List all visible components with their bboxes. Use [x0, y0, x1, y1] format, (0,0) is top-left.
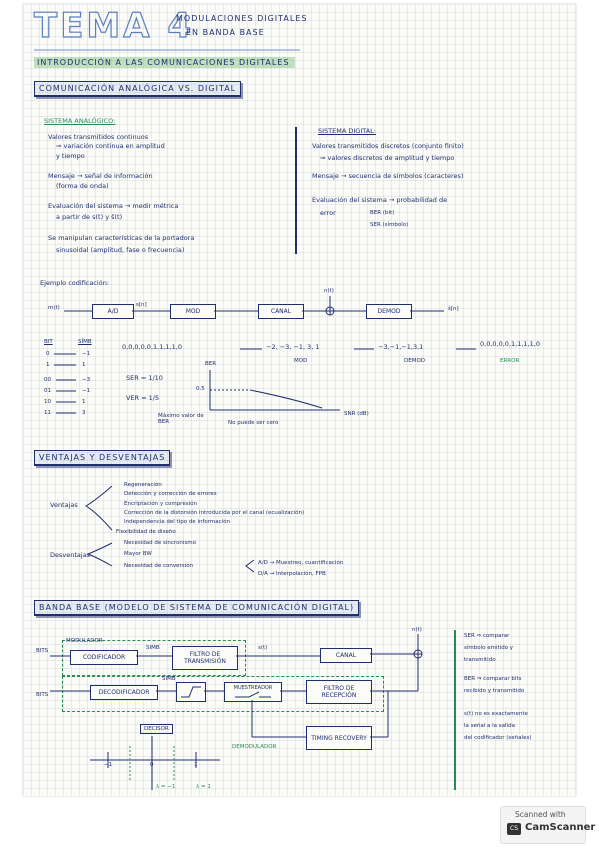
demod-sequence: −3,−1,−1,3,1 [378, 343, 424, 351]
threshold-label: λ = −1 [156, 784, 176, 790]
s-hat-label: ŝ[n] [448, 306, 459, 312]
camscanner-text: CamScanner [525, 822, 596, 833]
ventajas-label: Ventajas [50, 501, 78, 509]
scanned-with-text: Scanned with [515, 810, 566, 819]
zero-note: No puede ser cero [228, 420, 279, 426]
subtitle-line-2: EN BANDA BASE [186, 28, 265, 37]
note-line: recibido y transmitido [464, 688, 525, 694]
analog-item: (forma de onda) [56, 182, 109, 190]
note-line: transmitido [464, 657, 496, 663]
digital-item: BER (bit) [370, 210, 395, 216]
bit-value: 01 [44, 388, 51, 394]
analog-item: ⇒ variación continua en amplitud [56, 142, 165, 150]
desventaja-item: Necesidad de conversión [124, 563, 194, 569]
conversion-da: D/A → Interpolación, FPB [258, 571, 326, 577]
ver-equation: VER = 1/5 [126, 394, 160, 402]
graph-tick: 0.5 [196, 386, 205, 392]
ventaja-item: Corrección de la distorsión introducida por el canal (ecualización) [124, 510, 305, 516]
bit-sequence: 0,0,0,0,0,1,1,1,1,0 [122, 343, 182, 351]
threshold-label: λ = 1 [196, 784, 211, 790]
sym-value: −1 [82, 351, 91, 357]
camscanner-logo-icon: CS [507, 823, 521, 835]
ventaja-item: Detección y corrección de errores [124, 491, 217, 497]
desventajas-label: Desventajas [50, 551, 91, 559]
decodificador-block: DECODIFICADOR [90, 685, 158, 700]
section-heading-banda-base: BANDA BASE (MODELO DE SISTEMA DE COMUNICACIÓN DIGITAL) [34, 600, 359, 616]
sym-header: SÍMB [78, 339, 92, 345]
note-line: del codificador (señales) [464, 735, 532, 741]
section-heading-ventajas: VENTAJAS Y DESVENTAJAS [34, 450, 170, 466]
digital-title: SISTEMA DIGITAL: [318, 127, 376, 135]
desventaja-item: Necesidad de sincronismo [124, 540, 197, 546]
desventaja-item: Mayor BW [124, 551, 152, 557]
intro-heading: INTRODUCCIÓN A LAS COMUNICACIONES DIGITALES [34, 57, 295, 68]
sym-value: −3 [82, 377, 91, 383]
note-line: SER ⇒ comparar [464, 633, 510, 639]
digital-item: SER (símbolo) [370, 222, 409, 228]
bits-in-label: BITS [36, 648, 49, 654]
mod-label: MOD [294, 358, 308, 364]
demod-block: DEMOD [366, 304, 412, 319]
conversion-ad: A/D → Muestreo, cuantificación [258, 560, 344, 566]
camscanner-badge [500, 806, 596, 844]
ventaja-item: Encriptación y compresión [124, 501, 197, 507]
ventaja-item: Regeneración [124, 482, 162, 488]
s-t-label: s(t) [258, 645, 268, 651]
example-label: Ejemplo codificación: [40, 279, 110, 287]
bit-value: 11 [44, 410, 51, 416]
section-heading-analog-vs-digital: COMUNICACIÓN ANALÓGICA VS. DIGITAL [34, 81, 241, 97]
filtro-tx-block: FILTRO DE TRANSMISIÓN [172, 646, 238, 670]
graph-x-label: SNR (dB) [344, 411, 369, 417]
axis-label: −1 [104, 762, 113, 768]
bits-out-label: BITS [36, 692, 49, 698]
digital-item: Mensaje → secuencia de símbolos (caracteres) [312, 172, 464, 180]
demod-label: DEMOD [404, 358, 426, 364]
output-sequence: 0,0,0,0,0,1,1,1,1,0 [480, 340, 540, 348]
sym-value: 1 [82, 399, 86, 405]
ventaja-item: Independencia del tipo de información [124, 519, 231, 525]
bit-value: 0 [46, 351, 50, 357]
m-t-label: m(t) [48, 305, 60, 311]
n-t-label: n(t) [324, 288, 334, 294]
n-t-label-2: n(t) [412, 627, 422, 633]
digital-item: ⇒ valores discretos de amplitud y tiempo [320, 154, 455, 162]
sym-value: 1 [82, 362, 86, 368]
analog-title: SISTEMA ANALÓGICO: [44, 117, 116, 125]
muestreador-label: MUESTREADOR [233, 685, 273, 691]
simb-label-2: SIMB [162, 676, 176, 682]
axis-label: 0 [150, 762, 154, 768]
timing-recovery-block: TIMING RECOVERY [306, 726, 372, 750]
note-line: símbolo emitido y [464, 645, 514, 651]
codificador-block: CODIFICADOR [70, 650, 138, 665]
analog-item: Valores transmitidos continuos [48, 133, 149, 141]
bit-value: 00 [44, 377, 51, 383]
note-line: la señal a la salida [464, 723, 515, 729]
max-ber-note: Máximo valor de BER [158, 413, 204, 425]
analog-item: y tiempo [56, 152, 85, 160]
error-label: ERROR [500, 358, 520, 364]
mod-sequence: −2, −3, −1, 3, 1 [266, 343, 320, 351]
analog-item: a partir de s(t) y ŝ(t) [56, 213, 123, 221]
note-line: s(t) no es exactamente [464, 711, 528, 717]
analog-item: Evaluación del sistema → medir métrica [48, 202, 179, 210]
ad-block: A/D [92, 304, 134, 319]
digital-item: error [320, 209, 336, 217]
bit-value: 1 [46, 362, 50, 368]
analog-item: Mensaje → señal de información [48, 172, 153, 180]
digital-item: Evaluación del sistema → probabilidad de [312, 196, 448, 204]
analog-item: Se manipulan características de la portadora [48, 234, 195, 242]
bit-value: 10 [44, 399, 51, 405]
modulator-label: MODULADOR [66, 638, 103, 644]
decisor-label: DECISOR [140, 724, 173, 734]
mod-block: MOD [170, 304, 216, 319]
ventaja-item: Flexibilidad de diseño [116, 529, 176, 535]
demodulator-label: DEMODULADOR [232, 744, 277, 750]
note-line: BER ⇒ comparar bits [464, 676, 522, 682]
canal-block: CANAL [258, 304, 304, 319]
canal-block-2: CANAL [320, 648, 372, 663]
axis-label: 1 [194, 762, 198, 768]
graph-y-label: BER [205, 361, 217, 367]
ser-equation: SER = 1/10 [126, 374, 163, 382]
page-title: TEMA 4 [34, 6, 195, 46]
simb-label: SIMB [146, 645, 160, 651]
subtitle-line-1: MODULACIONES DIGITALES [176, 14, 308, 23]
s-n-label: s[n] [136, 302, 147, 308]
sym-value: 3 [82, 410, 86, 416]
sym-value: −1 [82, 388, 91, 394]
digital-item: Valores transmitidos discretos (conjunto finito) [312, 142, 464, 150]
analog-item: sinusoidal (amplitud, fase o frecuencia) [56, 246, 185, 254]
filtro-rx-block: FILTRO DE RECEPCIÓN [306, 680, 372, 704]
bit-header: BIT [44, 339, 53, 345]
